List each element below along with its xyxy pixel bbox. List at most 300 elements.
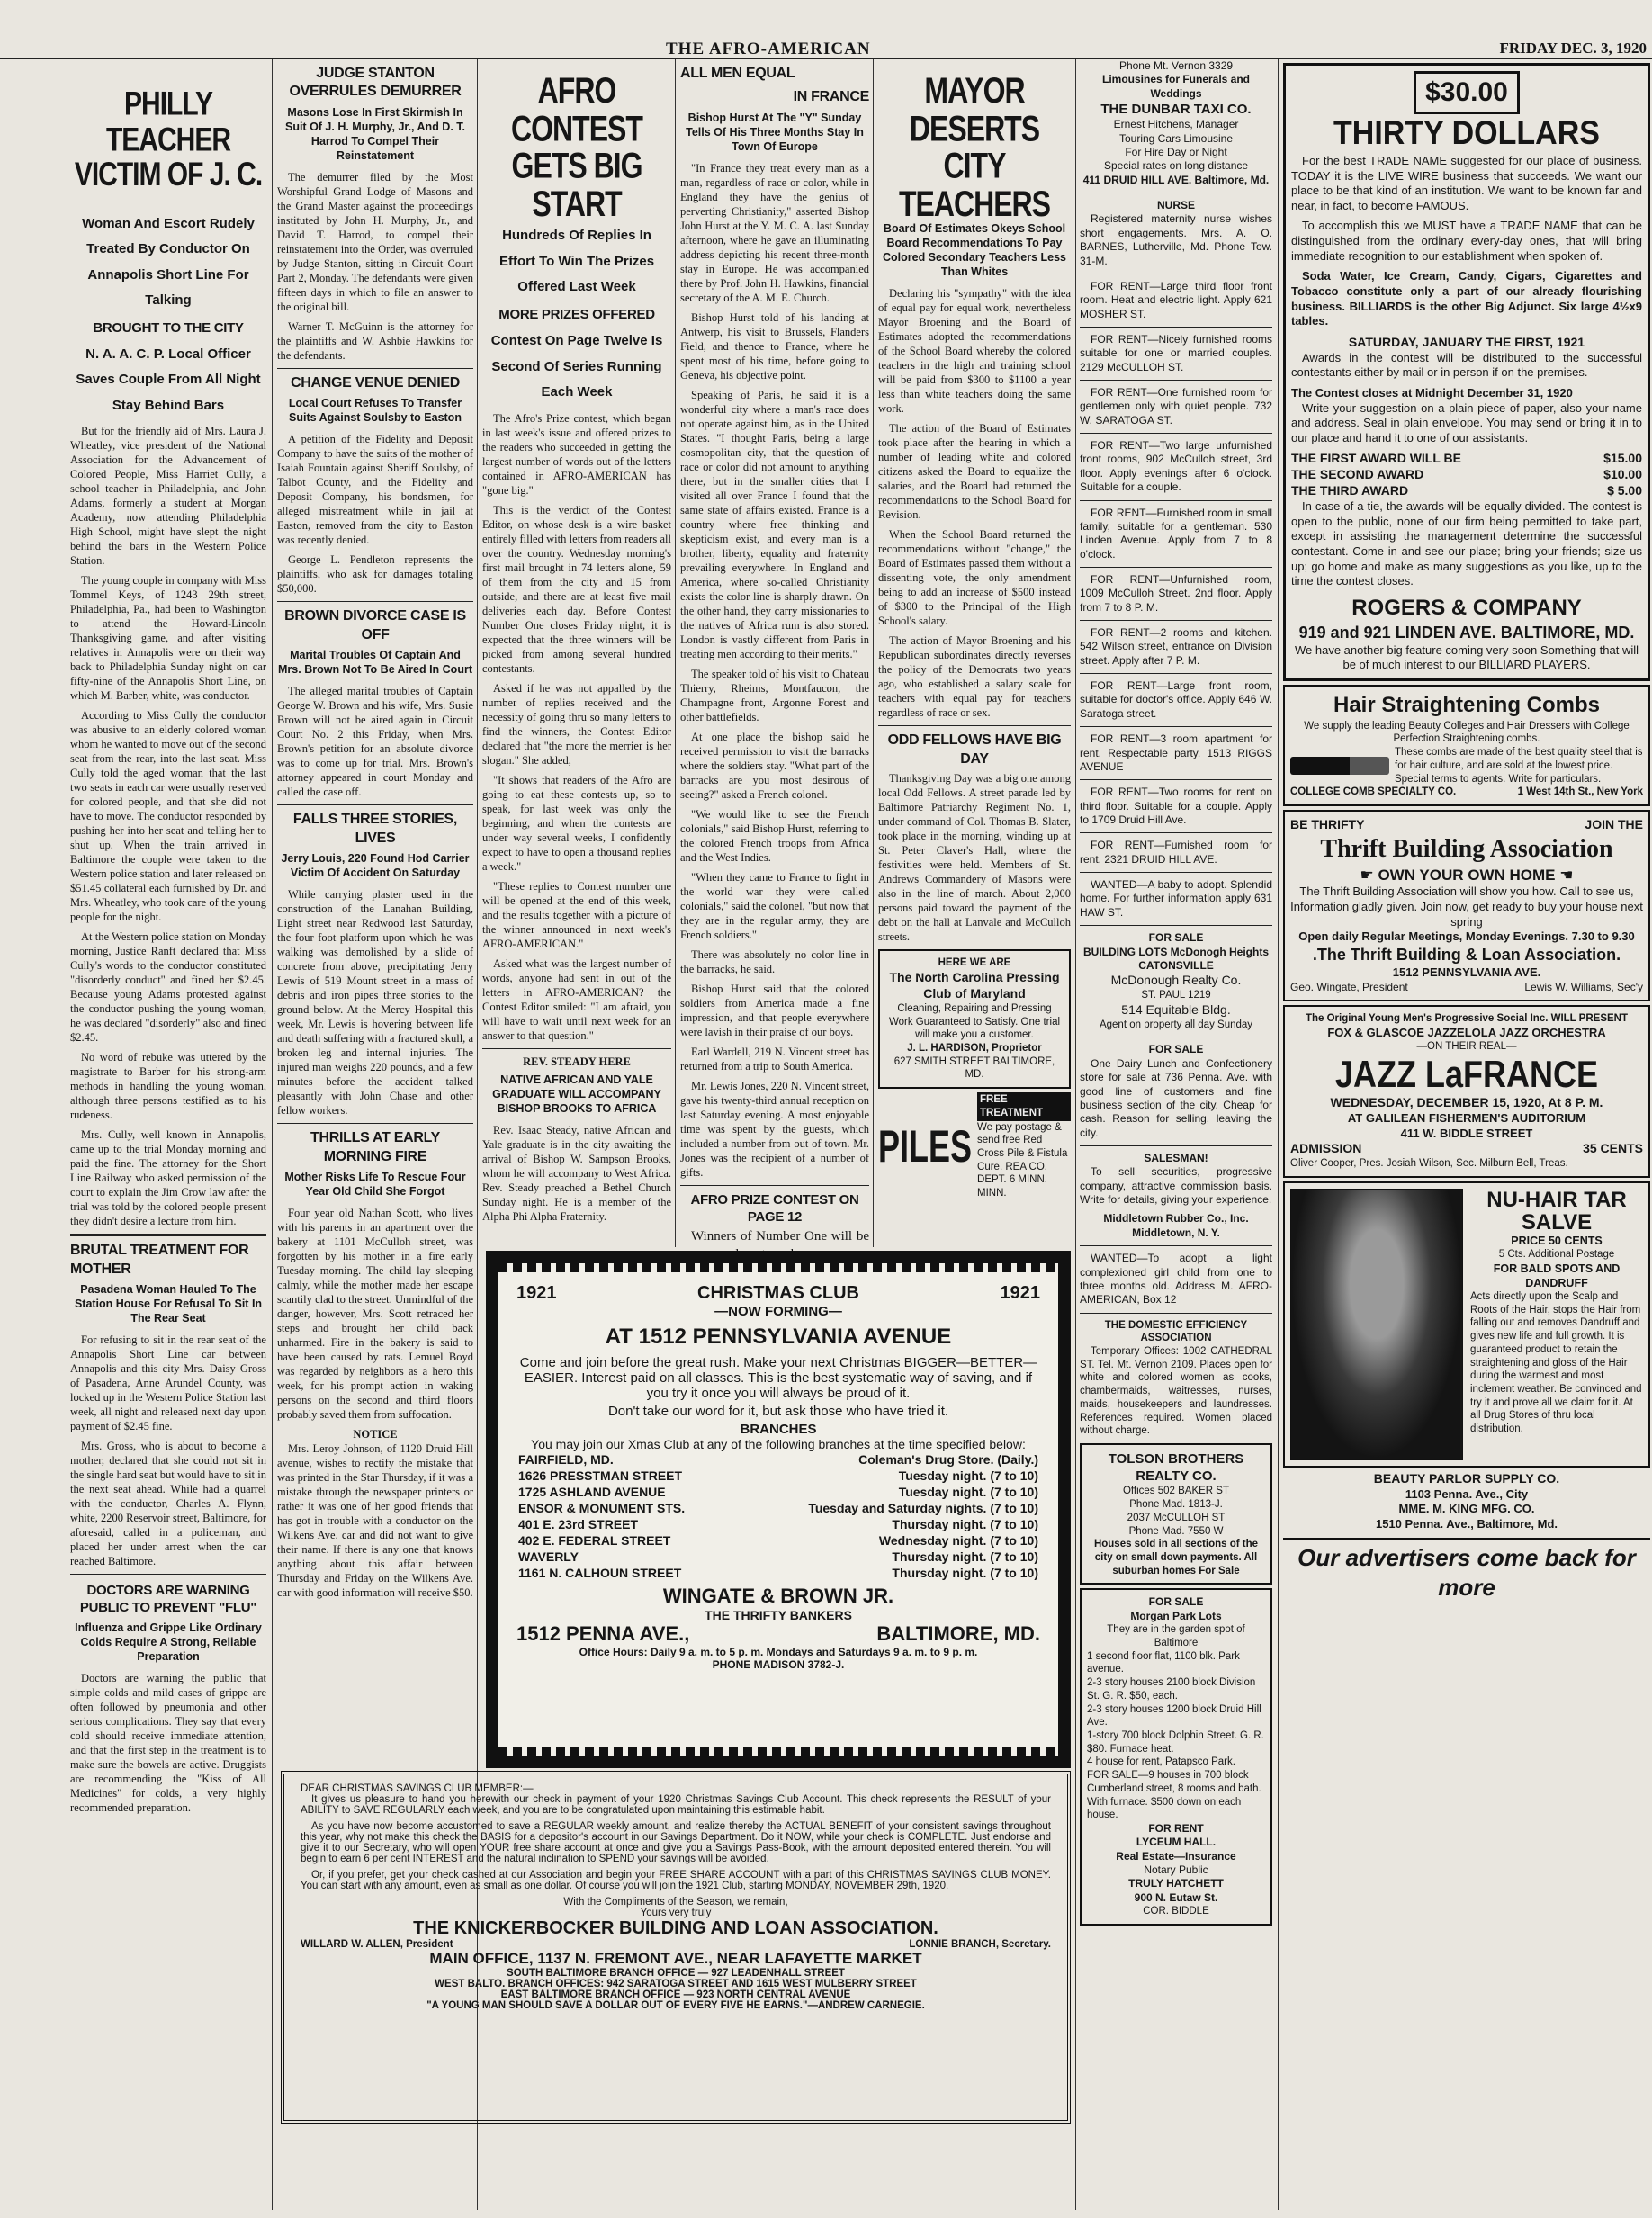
ad-address: 1510 Penna. Ave., Baltimore, Md.	[1375, 1517, 1558, 1531]
border-ornament	[498, 1747, 1058, 1756]
ad-line: These combs are made of the best quality steel that is for hair culture, and are sold at the lowest price. Special terms to agents. Write for particulars.	[1395, 747, 1643, 785]
headline-rev-steady: REV. STEADY HERE	[523, 1055, 631, 1068]
ad-line: JOIN THE	[1585, 816, 1643, 831]
ad-line: FOR RENT	[1148, 1821, 1204, 1835]
ad-company: BEAUTY PARLOR SUPPLY CO.	[1373, 1470, 1560, 1486]
classified: FOR RENT—Two large unfurnished front rooms, 902 McCulloh street, 3rd floor. Apply evenings after 6 o'clock. Suitable for a couple.	[1080, 439, 1272, 494]
comb-icon	[1290, 757, 1389, 775]
paragraph: Rev. Isaac Steady, native African and Yale graduate is in the city awaiting the arrival of Bishop W. Sampson Brooks, whom he will accompany to West Africa. Rev. Steady preached a Bethel Church Sunday night. He is a member of the Alpha Phi Alpha Fraternity.	[482, 1123, 671, 1223]
branch-time: Thursday night. (7 to 10)	[892, 1517, 1038, 1531]
headline-in-france: IN FRANCE	[793, 89, 869, 105]
classified: FOR RENT—Nicely furnished rooms suitable for one or married couples. 2129 McCULLOH ST.	[1080, 332, 1272, 373]
classified: Registered maternity nurse wishes short engagements. Mrs. A. O. BARNES, Lutherville, Md. Phone Tow. 31-M.	[1080, 212, 1272, 267]
branch-time: Tuesday and Saturday nights. (7 to 10)	[808, 1501, 1038, 1515]
masthead-title: THE AFRO-AMERICAN	[666, 40, 871, 58]
paragraph: The action of the Board of Estimates took place after the hearing in which a number of leading white and colored citizens asked the Board to equalize the salaries, and the Board had returned the recommendations to the School Board for Revision.	[878, 422, 1071, 522]
ad-heading: NU-HAIR TAR SALVE	[1486, 1187, 1627, 1235]
award-value: $ 5.00	[1607, 483, 1642, 498]
subhead: Mother Risks Life To Rescue Four Year Old Child She Forgot	[284, 1171, 466, 1199]
award-value: $10.00	[1603, 467, 1642, 482]
classified: FOR RENT—Large third floor front room. Heat and electric light. Apply 621 MOSHER ST.	[1080, 279, 1272, 320]
paragraph: But for the friendly aid of Mrs. Laura J. Wheatley, vice president of the National Association for the Advancement of Colored People, Miss Harriet Cully, a school teacher in Philadelphia, and John Adams, formerly a student at Morgan Academy, now attending Philadelphia High School, might have slept the night behind the bars in the Western Police Station.	[70, 425, 266, 568]
paragraph: Don't take our word for it, but ask those who have tried it.	[607, 1404, 949, 1419]
paragraph: For the best TRADE NAME suggested for our place of business. TODAY it is the LIVE WIRE business that succeeds. We want our place to be that kind of an institution. We want to be known far and near, in fact, to become FAMOUS.	[1291, 153, 1642, 212]
divider	[277, 804, 473, 805]
classified: FOR RENT—Furnished room for rent. 2321 DRUID HILL AVE.	[1080, 839, 1272, 866]
building-lots-ad	[1080, 931, 1272, 1031]
paragraph: George L. Pendleton represents the plaintiffs, who ask for damages totaling $50,000.	[277, 553, 473, 596]
column-4	[680, 59, 869, 1247]
subhead: Local Court Refuses To Transfer Suits Against Soulsby to Easton	[288, 397, 462, 425]
subhead: BROUGHT TO THE CITY	[93, 319, 244, 336]
thrift-association-ad	[1283, 810, 1650, 1001]
paragraph: To accomplish this we MUST have a TRADE NAME that can be distinguished from the ordinary every-day ones, that will bring immediate recognition to our establishment when spoken of.	[1291, 219, 1642, 263]
classified: To sell securities, progressive company, attractive commission basis. Write for details, giving your experience.	[1080, 1165, 1272, 1207]
branch-office: EAST BALTIMORE BRANCH OFFICE — 923 NORTH CENTRAL AVENUE	[500, 1989, 851, 2000]
classified: One Dairy Lunch and Confectionery store for sale at 736 Penna. Ave. with good line of customers and fine business section of the city. Cheap for cash. Reason for selling, leaving the city.	[1080, 1056, 1272, 1139]
ad-line: Houses sold in all sections of the city on small down payments. All suburban homes For Sale	[1093, 1539, 1259, 1576]
ad-line: Notary Public	[1144, 1863, 1208, 1877]
bank-address: 1512 PENNA AVE.,	[516, 1622, 690, 1645]
ad-line: 35 CENTS	[1583, 1141, 1643, 1156]
taxi-phone: Phone Mt. Vernon 3329	[1118, 59, 1234, 72]
ad-line: TRULY HATCHETT	[1128, 1877, 1224, 1890]
paragraph: Or, if you prefer, get your check cashed at our Association and begin your FREE SHARE ACCOUNT with a part of this CHRISTMAS SAVINGS CLUB MONEY. You can start with any amount, even as small as one dollar. Of course you will join the 1921 Club, starting MONDAY, NOVEMBER 29th, 1920.	[301, 1870, 1051, 1891]
classified: Temporary Offices: 1002 CATHEDRAL ST. Tel. Mt. Vernon 2109. Places open for white and colored women as cooks, chambermaids, waitresses, nurses, maids, housekeepers and laundresses. References required. Women placed without charge.	[1080, 1346, 1272, 1437]
divider	[1080, 872, 1272, 873]
divider	[277, 368, 473, 369]
paragraph: The action of Mayor Broening and his Republican subordinates directly reverses the policy of the Democrats two years ago, who established a salary scale for teachers with equal pay for teachers regardless of race or sex.	[878, 634, 1071, 720]
paragraph: "When they came to France to fight in the world war they were called colonials," said the colonel, "but now that they are in the regular army, they are French soldiers."	[680, 870, 869, 941]
branches-table	[516, 1451, 1040, 1581]
rogers-company: ROGERS & COMPANY	[1351, 595, 1582, 620]
ad-line: Phone Mad. 7550 W	[1128, 1525, 1224, 1537]
divider	[1080, 433, 1272, 434]
taxi-address: 411 DRUID HILL AVE. Baltimore, Md.	[1082, 173, 1270, 186]
ad-line: FOX & GLASCOE JAZZELOLA JAZZ ORCHESTRA	[1327, 1025, 1606, 1039]
ad-heading: Hair Straightening Combs	[1333, 692, 1601, 717]
ad-company: Middletown Rubber Co., Inc. Middletown, N. Y.	[1103, 1212, 1249, 1239]
ad-line: Phone Mad. 1813-J.	[1129, 1499, 1223, 1511]
ad-line: 4 house for rent, Patapsco Park.	[1087, 1756, 1235, 1768]
ad-heading: Morgan Park Lots	[1130, 1609, 1222, 1622]
award-value: $15.00	[1603, 451, 1642, 466]
subhead: NATIVE AFRICAN AND YALE GRADUATE WILL ACCOMPANY BISHOP BROOKS TO AFRICA	[492, 1073, 661, 1115]
headline-odd-fellows: ODD FELLOWS HAVE BIG DAY	[887, 732, 1062, 767]
paragraph: The demurrer filed by the Most Worshipful Grand Lodge of Masons and the Grand Master against the proceedings instituted by John H. Murphy, Jr., and David T. Harrod, to compel their reinstatement into the Order, was overruled by Judge Stanton, sitting in Circuit Court Part 2, Monday. The defendants were given fifteen days in which to file an answer to the original bill.	[277, 170, 473, 313]
main-office: MAIN OFFICE, 1137 N. FREMONT AVE., NEAR LAFAYETTE MARKET	[429, 1950, 922, 1967]
table-row	[516, 1500, 1040, 1516]
subhead: MORE PRIZES OFFERED	[498, 306, 655, 322]
column-rule	[675, 59, 676, 1247]
ad-proprietor: J. L. HARDISON, Proprietor	[907, 1043, 1042, 1054]
taxi-heading: Limousines for Funerals and Weddings	[1101, 73, 1251, 100]
table-row	[516, 1565, 1040, 1581]
paragraph: "These replies to Contest number one will be opened at the end of this week, and the results together with a picture of the winner announced in next week's AFRO-AMERICAN."	[482, 879, 671, 950]
ad-address: 627 SMITH STREET BALTIMORE, MD.	[893, 1055, 1055, 1081]
morgan-park-ad	[1080, 1588, 1272, 1925]
headline-doctors: DOCTORS ARE WARNING PUBLIC TO PREVENT "FLU"	[79, 1583, 257, 1616]
branch-place: 1725 ASHLAND AVENUE	[518, 1485, 666, 1499]
branch-place: ENSOR & MONUMENT STS.	[518, 1501, 686, 1515]
deck: Contest On Page Twelve Is Second Of Series Running Each Week	[490, 333, 663, 400]
taxi-line: Special rates on long distance	[1103, 159, 1249, 173]
pressing-club-ad	[878, 949, 1071, 1089]
branch-time: Thursday night. (7 to 10)	[892, 1549, 1038, 1564]
divider	[1080, 327, 1272, 328]
table-row	[516, 1516, 1040, 1532]
divider	[680, 1185, 869, 1186]
classified: FOR RENT—Large front room, suitable for doctor's office. Apply 646 W. Saratoga street.	[1080, 679, 1272, 720]
taxi-line: Touring Cars Limousine	[1118, 131, 1234, 145]
classified: WANTED—To adopt a light complexioned girl child from one to three months old. Address M. AFRO-AMERICAN, Box 12	[1080, 1252, 1272, 1307]
bank-city: BALTIMORE, MD.	[876, 1622, 1040, 1645]
branch-office: WEST BALTO. BRANCH OFFICES: 942 SARATOGA STREET AND 1615 WEST MULBERRY STREET	[435, 1979, 917, 1989]
closing: Yours very truly	[640, 1908, 712, 1918]
ad-line: 1 second floor flat, 1100 blk. Park avenue.	[1087, 1650, 1240, 1675]
paragraph: Mrs. Cully, well known in Annapolis, came up to the trial Monday morning and paid the fine. The attorney for the Short Line Railway who asked permission of the court to explain the Jim Crow law after the trial was told by the colored people present they didn't desire a lecture from him.	[70, 1128, 266, 1228]
paragraph: You may join our Xmas Club at any of the following branches at the time specified below:	[531, 1437, 1026, 1451]
paragraph: Soda Water, Ice Cream, Candy, Cigars, Cigarettes and Tobacco constitute only a part of our already flourishing business. BILLIARDS is the other Big Adjunct. Six large 4½x9 tables.	[1291, 269, 1642, 328]
thirty-dollars-heading: THIRTY DOLLARS	[1333, 114, 1600, 153]
salutation: DEAR CHRISTMAS SAVINGS CLUB MEMBER:—	[301, 1783, 534, 1794]
classified: FOR RENT—Unfurnished room, 1009 McCulloh Street. 2nd floor. Apply from 7 to 8 P. M.	[1080, 572, 1272, 614]
branch-time: Thursday night. (7 to 10)	[892, 1566, 1038, 1580]
divider	[1080, 779, 1272, 780]
ad-line: 900 N. Eutaw St.	[1134, 1890, 1218, 1904]
ad-line: The Original Young Men's Progressive Social Inc. WILL PRESENT	[1305, 1012, 1629, 1024]
woman-portrait-image	[1290, 1189, 1463, 1460]
now-forming: —NOW FORMING—	[714, 1304, 842, 1319]
headline-all-men-equal: ALL MEN EQUAL	[680, 66, 795, 81]
office-hours: Office Hours: Daily 9 a. m. to 5 p. m. Mondays and Saturdays 9 a. m. to 9 p. m.	[579, 1646, 978, 1658]
paragraph: Come and join before the great rush. Make your next Christmas BIGGER—BETTER—EASIER. Interest paid on all classes. This is the best systematic way of saving, and if you try it once you will always be proud of it.	[519, 1355, 1037, 1401]
paragraph: At the Western police station on Monday morning, Justice Ranft declared that Miss Cully's words to the conductor constituted "disorderly conduct" and fined her $2.45. Because young Adams protested against the conductor pushing the young woman, he was declared "disorderly" also and fined $2.45.	[70, 930, 266, 1045]
ad-heading: JAZZ LaFRANCE	[1334, 1052, 1598, 1095]
branch-time: Coleman's Drug Store. (Daily.)	[858, 1452, 1038, 1467]
page-footer-slogan: Our advertisers come back for more	[1283, 1538, 1650, 1603]
paragraph: When the School Board returned the recommendations without "change," the Board of Estimates passed them without a dissenting vote, the only amendment being to add an increase of $500 instead of $300 to the Principal of the High School's salary.	[878, 528, 1071, 628]
column-rule	[1278, 59, 1279, 2210]
subhead: Jerry Louis, 220 Found Hod Carrier Victim Of Accident On Saturday	[281, 852, 470, 880]
ad-line: BE THRIFTY	[1290, 816, 1365, 831]
ad-body: Cleaning, Repairing and Pressing Work Guaranteed to Satisfy. One trial will make you a customer.	[888, 1002, 1061, 1041]
ad-line: 2037 McCULLOH ST	[1127, 1512, 1226, 1523]
paragraph: No word of rebuke was uttered by the magistrate to Barber for his strong-arm methods in handling the young woman, although three persons testified as to his rudeness.	[70, 1051, 266, 1122]
ad-line: LYCEUM HALL.	[1136, 1836, 1217, 1849]
taxi-line: For Hire Day or Night	[1125, 145, 1227, 158]
branch-time: Tuesday night. (7 to 10)	[898, 1485, 1038, 1499]
ad-line: PRICE 50 CENTS	[1511, 1235, 1603, 1248]
classified: FOR RENT—One furnished room for gentlemen only with quiet people. 732 W. SARATOGA ST.	[1080, 386, 1272, 427]
ad-line: Acts directly upon the Scalp and Roots of the Hair, stops the Hair from falling out and removes Dandruff and gives new life and full growth. It is guaranteed product to retain the straightening and gloss of the Hair during the warmest and most inclement weather. Be convinced and try it and prove all we claim for it. At all Drug Stores of thru local distribution.	[1470, 1290, 1642, 1435]
divider	[1080, 380, 1272, 381]
divider	[70, 1234, 266, 1236]
divider	[1080, 726, 1272, 727]
paragraph: The Afro's Prize contest, which began in last week's issue and offered prizes to the readers who succeeded in getting the largest number of words out of the letters contained in AFRO-AMERICAN has "gone big."	[482, 411, 671, 497]
paragraph: Write your suggestion on a plain piece of paper, also your name and address. Seal in plain envelope. You may send or bring it in to our place and hand it to one of our assistants.	[1291, 400, 1642, 444]
ad-line: They are in the garden spot of Baltimore	[1107, 1624, 1245, 1648]
headline-thrills-fire: THRILLS AT EARLY MORNING FIRE	[310, 1130, 440, 1164]
divider	[1080, 925, 1272, 926]
notice-heading: NOTICE	[353, 1428, 398, 1441]
association-name: THE KNICKERBOCKER BUILDING AND LOAN ASSOCIATION.	[413, 1918, 938, 1938]
pointing-hand-icon: ☛	[1360, 866, 1378, 884]
ad-line: We supply the leading Beauty Colleges and Hair Dressers with College Perfection Straightening combs.	[1304, 720, 1630, 745]
piles-heading: FREE TREATMENT	[977, 1092, 1071, 1120]
classified: FOR RENT—Two rooms for rent on third floor. Suitable for a couple. Apply to 1709 Druid Hill Ave.	[1080, 786, 1272, 826]
paragraph: As you have now become accustomed to save a REGULAR weekly amount, and realize thereby the ACTUAL BENEFIT of your consistent savings throughout this year, why not make this check the BASIS for a depositor's account in our Savings Department. Do it NOW, while your check is COMPLETE. Just endorse and give it to our Secretary, who will open YOUR free share account at once and give you a Savings Pass-Book, with the amount deposited entered therein. You will begin to earn 6 per cent INTEREST and the natural inclination to SPEND your savings will be avoided.	[301, 1821, 1051, 1864]
subhead: Masons Lose In First Skirmish In Suit Of J. H. Murphy, Jr., And D. T. Harrod To Compel Their Reinstatement	[284, 105, 465, 162]
column-rule	[873, 59, 874, 1247]
year-label: 1921	[516, 1283, 557, 1303]
subhead: Pasadena Woman Hauled To The Station House For Refusal To Sit In The Rear Seat	[74, 1283, 263, 1325]
table-row	[516, 1468, 1040, 1484]
paragraph: In case of a tie, the awards will be equally divided. The contest is open to the public, none of our firm being permitted to take part, except in assisting the management determine the successful contestant. Come in and see our place; bring your friends; size us up; go home and make as many suggestions as you like, up to the time the contest closes.	[1291, 499, 1642, 588]
ad-heading: FOR SALE	[1148, 1595, 1204, 1609]
nurse-heading: NURSE	[1156, 199, 1195, 212]
border-ornament	[498, 1263, 1058, 1272]
ad-line: FOR SALE—9 houses in 700 block Cumberland street, 8 rooms and bath. With furnace. $500 down on each house.	[1087, 1770, 1261, 1821]
club-title: CHRISTMAS CLUB	[697, 1283, 859, 1303]
classified: WANTED—A baby to adopt. Splendid home. For further information apply 631 HAW ST.	[1080, 878, 1272, 919]
club-address: AT 1512 PENNSYLVANIA AVENUE	[605, 1325, 952, 1349]
divider	[1080, 832, 1272, 833]
piles-word: PILES	[878, 1119, 973, 1172]
column-3	[482, 59, 671, 1247]
table-row	[516, 1532, 1040, 1549]
paragraph: Thanksgiving Day was a big one among local Odd Fellows. A street parade led by Baltimore Patriarchy Regiment No. 1, under command of Col. Thomas B. Slater, took place in the morning, winding up at St. Peter Claver's Hall, where the festivities were held. Members of St. Andrews Commandery of Masons were also in the line of march. About 2,000 persons paid toward the payment of the debt on the hall at Lanvale and McCulloh streets.	[878, 772, 1071, 944]
ad-company: MME. M. KING MFG. CO.	[1398, 1502, 1535, 1516]
headline-philly-teacher: PHILLY TEACHER VICTIM OF J. C.	[74, 85, 263, 193]
ad-line: Offices 502 BAKER ST	[1122, 1486, 1230, 1497]
paragraph: Winners of Number One will be	[691, 1229, 869, 1244]
divider	[878, 725, 1071, 726]
ad-heading: FOR SALE	[1148, 931, 1204, 945]
jazz-lafrance-ad	[1283, 1005, 1650, 1178]
taxi-company: THE DUNBAR TAXI CO.	[1100, 102, 1252, 118]
subhead: Marital Troubles Of Captain And Mrs. Brown Not To Be Aired In Court	[278, 649, 472, 677]
table-row	[516, 1549, 1040, 1565]
deck: Woman And Escort Rudely Treated By Conductor On Annapolis Short Line For Talking	[82, 215, 255, 308]
classified: FOR RENT—3 room apartment for rent. Respectable party. 1513 RIGGS AVENUE	[1080, 732, 1272, 773]
paragraph: Four year old Nathan Scott, who lives with his parents in an apartment over the bakery at 1101 McCulloh street, was forgotten by his mother in a fire early Tuesday morning. The child lay sleeping calmly, while the mother made her escape scantily clad to the street. Unmindful of the danger, however, Mrs. Scott retraced her steps and brought her child back unharmed. Fire in the bakery is said to have been caused by rats. Lemuel Boyd was regarded by neighbors as a hero this week, for his prompt action in waking persons on the second and third floors probably saved them from suffocation.	[277, 1207, 473, 1422]
paragraph: It gives us pleasure to hand you herewith our check in payment of your 1920 Christmas Savings Club Account. This check represents the RESULT of your ABILITY to SAVE REGULARLY each week, and you are to be congratulated upon maintaining this estimable habit.	[301, 1794, 1051, 1816]
ad-line: ADMISSION	[1290, 1141, 1362, 1156]
paragraph: Mrs. Leroy Johnson, of 1120 Druid Hill avenue, wishes to rectify the mistake that was printed in the Star Thursday, if it was a mistake through the newspaper printers or rather it was one of her good friends that has got in trouble with a conductor on the Wilkens Ave. car and did not want to give their name. If there is any one that knows anything about this affair between Thursday and Friday on the Wilkens Ave. car with good information will receive $50.	[277, 1442, 473, 1600]
ad-company: COLLEGE COMB SPECIALTY CO.	[1290, 786, 1457, 798]
ad-line: AT GALILEAN FISHERMEN'S AUDITORIUM	[1347, 1110, 1586, 1125]
divider	[277, 601, 473, 602]
ad-line: McDonough Realty Co.	[1110, 973, 1242, 988]
headline-prize-contest: AFRO PRIZE CONTEST ON PAGE 12	[690, 1191, 859, 1226]
divider	[1080, 1145, 1272, 1146]
table-row	[516, 1484, 1040, 1500]
branch-place: FAIRFIELD, MD.	[518, 1452, 614, 1467]
ad-officer: Geo. Wingate, President	[1290, 980, 1408, 993]
ad-line: 1-story 700 block Dolphin Street. G. R. $80. Furnace heat.	[1087, 1729, 1264, 1755]
paragraph: The alleged marital troubles of Captain George W. Brown and his wife, Mrs. Susie Brown will not be aired again in Circuit Court No. 2 this Friday, when Mrs. Brown's petition for an absolute divorce was to come up for trial. Mrs. Brown's attorney appeared in court Monday and called the case off.	[277, 685, 473, 799]
paragraph: The speaker told of his visit to Chateau Thierry, Rheims, Montfaucon, the Champagne front, Argonne Forest and other battlefields.	[680, 667, 869, 723]
ad-heading: FOR SALE	[1148, 1043, 1204, 1056]
paragraph: "It shows that readers of the Afro are going to eat these contests up, so to speak, for last week was only the beginning, and when the contests are under way several weeks, I confidently expect to have to open a thousand replies a week."	[482, 773, 671, 873]
year-label: 1921	[1000, 1283, 1040, 1303]
branches-heading: BRANCHES	[740, 1422, 817, 1437]
divider	[482, 1048, 671, 1049]
ad-heading: SALESMAN!	[1144, 1152, 1208, 1164]
piles-body: We pay postage & send free Red Cross Pile & Fistula Cure. REA CO. DEPT. 6 MINN. MINN.	[977, 1121, 1068, 1199]
contest-closes: The Contest closes at Midnight December 31, 1920	[1291, 385, 1573, 400]
paragraph: Doctors are warning the public that simple colds and mild cases of grippe are often followed by pneumonia and other serious complications. They say that every cold should receive immediate attention, and that the first step in the treatment is to make sure the bowels are active. Druggists are recommending the "Kiss of All Medicines" for colds, a very highly recommended preparation.	[70, 1671, 266, 1814]
paragraph: This is the verdict of the Contest Editor, on whose desk is a wire basket entirely filled with letters from readers all over the country. Wednesday morning's first mail brought in 74 letters alone, 59 of them from the city and 15 from outside, and there are at least five mail deliveries each day. Before Contest Number One closes Friday night, it is expected that the three winners will be picked from among several hundred contestants.	[482, 503, 671, 675]
ad-line: OWN YOUR OWN HOME	[1378, 866, 1556, 884]
rogers-address: 919 and 921 LINDEN AVE. BALTIMORE, MD.	[1298, 623, 1635, 642]
ad-heading: THE DOMESTIC EFFICIENCY ASSOCIATION	[1104, 1319, 1248, 1344]
deck: Hundreds Of Replies In Effort To Win The Prizes Offered Last Week	[498, 228, 655, 295]
ad-line: Real Estate—Insurance	[1116, 1849, 1236, 1863]
ad-officer: Lewis W. Williams, Sec'y	[1524, 980, 1643, 993]
subhead: Board Of Estimates Okeys School Board Recommendations To Pay Colored Secondary Teachers Less Than Whites	[882, 222, 1067, 279]
ad-line: 2-3 story houses 2100 block Division St. G. R. $50, each.	[1087, 1677, 1256, 1702]
classified: FOR RENT—Furnished room in small family, suitable for a gentleman. 530 Linden Avenue. Apply from 7 to 8 o'clock.	[1080, 506, 1272, 561]
ad-line: Open daily Regular Meetings, Monday Evenings. 7.30 to 9.30	[1298, 929, 1635, 944]
ad-company: .The Thrift Building & Loan Association.	[1312, 945, 1621, 964]
paragraph: Speaking of Paris, he said it is a wonderful city where a man's race does not operate against him, as in the United States. "I thought Paris, being a large cosmopolitan city, that the question of race or color did not amount to anything there, but in the smaller cities that I visited all over France I found that the same state of affairs existed. France is a country where free thinking and skepticism exist, and every man is a brother, liberty, equality and fraternity prevailing everywhere. In England and America, where so-called Christianity exists the color line is sharply drawn. On the other hand, they carry missionaries to the natives of Africa rum is also stored. London is vastly different from Paris in treating men according to their merits."	[680, 388, 869, 660]
branch-time: Wednesday night. (7 to 10)	[878, 1533, 1038, 1548]
paragraph: For refusing to sit in the rear seat of the Annapolis Short Line car between Annapolis and this city Mrs. Daisy Gross of Pasadena, Anne Arundel County, was locked up in the Western Police Station last week, all night and released next day upon payment of $2.45 fine.	[70, 1333, 266, 1433]
bankers-name: WINGATE & BROWN JR.	[662, 1585, 894, 1607]
ad-heading: Thrift Building Association	[1320, 834, 1613, 863]
officer: LONNIE BRANCH, Secretary.	[909, 1939, 1051, 1950]
paragraph: Awards in the contest will be distributed to the successful contestants either by mail or in person if on the premises.	[1291, 350, 1642, 380]
masthead	[0, 38, 1652, 59]
ad-line: COR. BIDDLE	[1143, 1906, 1209, 1917]
officer: WILLARD W. ALLEN, President	[301, 1939, 453, 1950]
headline-falls-three-stories: FALLS THREE STORIES, LIVES	[292, 812, 458, 846]
paragraph: "We would like to see the French colonials," said Bishop Hurst, referring to the colored French troops from Africa and the West Indies.	[680, 807, 869, 864]
headline-judge-stanton: JUDGE STANTON OVERRULES DEMURRER	[289, 66, 462, 100]
paragraph: Asked what was the largest number of words, anyone had sent in out of the letters in AFRO-AMERICAN? the Contest Editor smiled: "I am afraid, you will have to wait until next week for an answer to that question."	[482, 956, 671, 1042]
award-label: THE SECOND AWARD	[1291, 467, 1424, 482]
paragraph: At one place the bishop said he received permission to visit the barracks where the soldiers stay. "What part of the barracks are you most desirous of seeing?" asked a French colonel.	[680, 730, 869, 801]
christmas-club-ad	[486, 1251, 1071, 1768]
paragraph: Declaring his "sympathy" with the idea of equal pay for equal work, nevertheless Mayor Broening and the Board of Estimates adopted the recommendations of the School Board whereby the colored teachers in the high and training school will be paid from $300 to $1100 a year less than white teachers doing the same work.	[878, 287, 1071, 416]
divider	[1080, 673, 1272, 674]
ad-address: 1512 PENNSYLVANIA AVE.	[1392, 965, 1541, 979]
divider	[1080, 567, 1272, 568]
divider	[1080, 1245, 1272, 1246]
ad-line: 411 W. BIDDLE STREET	[1400, 1126, 1533, 1140]
ad-line: FOR BALD SPOTS AND DANDRUFF	[1493, 1262, 1621, 1289]
paragraph: Warner T. McGuinn is the attorney for the plaintiffs and W. Ashbie Hawkins for the defendants.	[277, 319, 473, 362]
ad-address: 1103 Penna. Ave., City	[1405, 1486, 1529, 1501]
paragraph: Mr. Lewis Jones, 220 N. Vincent street, gave his twenty-third annual reception on last Saturday evening. A most enjoyable time was spent by the guests, which included a number from out of town. Mr. Jones was the recipient of a number of gifts.	[680, 1079, 869, 1179]
column-5	[878, 59, 1071, 1247]
nu-hair-ad	[1283, 1181, 1650, 1468]
column-6-classifieds	[1080, 59, 1272, 2210]
classified: FOR RENT—2 rooms and kitchen. 542 Wilson street, entrance on Division street. Apply after 7 P. M.	[1080, 626, 1272, 667]
branch-place: 1626 PRESSTMAN STREET	[518, 1468, 683, 1483]
ad-line: 514 Equitable Bldg.	[1121, 1001, 1231, 1017]
branch-place: 402 E. FEDERAL STREET	[518, 1533, 671, 1548]
bankers-tagline: THE THRIFTY BANKERS	[705, 1608, 852, 1622]
paragraph: Asked if he was not appalled by the number of replies received and the necessity of going thru so many letters to find the winners, the Contest Editor declared that "the more the merrier is her slogan." She added,	[482, 681, 671, 767]
ad-line: Agent on property all day Sunday	[1099, 1019, 1253, 1030]
pointing-hand-icon: ☚	[1555, 866, 1574, 884]
branch-place: 1161 N. CALHOUN STREET	[518, 1566, 682, 1580]
divider	[1080, 620, 1272, 621]
paragraph: According to Miss Cully the conductor was abusive to an elderly colored woman whom he wanted to move out of the second seat from the rear, into the last seat. Miss Cully told the aged woman that the last two seats in each car were usually reserved for colored people, and that she did not have to move. The conductor responded by pushing her into her seat and telling her to shut up. When the train arrived in Baltimore the couple were taken to the Western police station and later released on $51.45 collateral each furnished by Dr. and Mrs. Wheatley, who took care of the young people for the night.	[70, 709, 267, 924]
ad-line: WEDNESDAY, DECEMBER 15, 1920, At 8 P. M.	[1330, 1095, 1603, 1110]
paragraph: A petition of the Fidelity and Deposit Company to have the suits of the mother of Isaiah Fountain against Sheriff Soulsby, of Talbot County, and the Fidelity and Deposit Company, his bondsmen, for alleged mistreatment while in jail at Easton, removed from the city to Easton was recently denied.	[277, 433, 473, 547]
award-label: THE FIRST AWARD WILL BE	[1291, 451, 1461, 466]
divider	[70, 1574, 266, 1576]
ad-line: The Thrift Building Association will show you how. Call to see us, Information gladly given. Join now, get ready to buy your house next spring	[1290, 885, 1643, 929]
rogers-note: We have another big feature coming very soon Something that will be of much interest to our BILLIARD PLAYERS.	[1294, 642, 1639, 672]
divider	[1080, 500, 1272, 501]
subhead: Influenza and Grippe Like Ordinary Colds Require A Strong, Reliable Preparation	[75, 1621, 262, 1663]
paragraph: The young couple in company with Miss Tommel Keys, of 1243 29th street, Philadelphia, Pa., had been to Washington to attend the Howard-Lincoln Thanksgiving game, and after visiting relatives in Annapolis were on their way back to Philadelphia Sunday night on car fifty-nine of the Annapolis Short Line, on which M. Barber, white, was conductor.	[70, 574, 266, 703]
ad-heading: HERE WE ARE	[938, 957, 1011, 969]
divider	[1080, 1313, 1272, 1314]
bank-phone: PHONE MADISON 3782-J.	[712, 1658, 845, 1671]
paragraph: "In France they treat every man as a man, regardless of race or color, while in England they have the genius of perverting Christianity," asserted Bishop John Hurst at the Y. M. C. A. last Sunday afternoon, where he gave an illuminating address depicting his recent three-month stay in Europe. He was accompanied there by Prof. John H. Hawkins, financial secretary of the A. M. E. Church.	[680, 161, 869, 304]
paragraph: While carrying plaster used in the construction of the Lanahan Building, Light street near Redwood last Saturday, the four foot platform upon which he was walking was demolished by a slide of concrete from above, precipitating Jerry Lewis of 519 Mount street in a mass of debris and iron pipes three stories to the ground below. At the Mercy Hospital this week, Mr. Lewis is hovering between life and death suffering with a fractured skull, a broken leg and internal injuries. The injured man weighs 220 pounds, and a few minutes before the accident talked pleasantly with John Chase and other fellow workers.	[277, 888, 473, 1118]
taxi-manager: Ernest Hitchens, Manager	[1113, 118, 1239, 131]
ad-line: 5 Cts. Additional Postage	[1498, 1249, 1615, 1261]
hair-combs-ad	[1283, 685, 1650, 806]
deck: N. A. A. C. P. Local Officer Saves Couple From All Night Stay Behind Bars	[76, 346, 261, 413]
prize-amount: $30.00	[1414, 71, 1520, 114]
tolson-ad	[1080, 1443, 1272, 1585]
column-rule	[1075, 59, 1076, 2210]
ad-line: BUILDING LOTS McDonogh Heights CATONSVILLE	[1083, 945, 1269, 972]
branch-time: Tuesday night. (7 to 10)	[898, 1468, 1038, 1483]
piles-ad	[878, 1092, 1071, 1200]
headline-brown-divorce: BROWN DIVORCE CASE IS OFF	[284, 608, 466, 642]
masthead-date: FRIDAY DEC. 3, 1920	[1499, 40, 1647, 57]
award-label: THE THIRD AWARD	[1291, 483, 1409, 498]
ad-address: 1 West 14th St., New York	[1517, 786, 1643, 798]
headline-brutal-treatment: BRUTAL TREATMENT FOR MOTHER	[70, 1243, 249, 1277]
taxi-ad	[1080, 59, 1272, 187]
paragraph: Earl Wardell, 219 N. Vincent street has returned from a trip to South America.	[680, 1045, 869, 1073]
column-rule	[272, 59, 273, 2210]
headline-mayor-deserts: MAYOR DESERTS CITY TEACHERS	[898, 69, 1050, 224]
divider	[277, 1123, 473, 1124]
ad-line: Oliver Cooper, Pres. Josiah Wilson, Sec. Milburn Bell, Treas.	[1290, 1158, 1568, 1170]
paragraph: Mrs. Gross, who is about to become a mother, declared that she could not sit in the single hard seat but would have to sit in the next seat ahead. While had a quarrel with the conductor, Charles A. Flynn, white, 2200 Reservoir street, Baltimore, for aforesaid, called in a policeman, and placed her under arrest when the car reached Baltimore.	[70, 1440, 266, 1568]
paragraph: Bishop Hurst told of his landing at Antwerp, his visit to Brussels, Flanders Field, and thence to France, where he spent most of his time, before going to Geneva, his objective point.	[680, 310, 869, 382]
headline-afro-contest: AFRO CONTEST GETS BIG START	[511, 69, 642, 224]
headline-change-venue: CHANGE VENUE DENIED	[290, 374, 461, 391]
branch-office: SOUTH BALTIMORE BRANCH OFFICE — 927 LEADENHALL STREET	[507, 1968, 845, 1979]
thirty-dollars-ad	[1283, 63, 1650, 681]
knickerbocker-ad	[281, 1771, 1071, 2124]
paragraph: There was absolutely no color line in the barracks, he said.	[680, 947, 869, 975]
closing: With the Compliments of the Season, we remain,	[563, 1897, 788, 1908]
column-1	[70, 59, 266, 2210]
branch-place: WAVERLY	[518, 1549, 579, 1564]
column-2	[277, 59, 473, 1769]
carnegie-quote: "A YOUNG MAN SHOULD SAVE A DOLLAR OUT OF EVERY FIVE HE EARNS."—ANDREW CARNEGIE.	[426, 2000, 925, 2011]
branch-place: 401 E. 23rd STREET	[518, 1517, 639, 1531]
ad-heading: TOLSON BROTHERS REALTY CO.	[1108, 1451, 1244, 1485]
contest-date: SATURDAY, JANUARY THE FIRST, 1921	[1348, 334, 1585, 349]
ad-line: ST. PAUL 1219	[1141, 990, 1211, 1001]
ad-name: The North Carolina Pressing Club of Maryland	[889, 970, 1060, 1001]
ad-line: —ON THEIR REAL—	[1416, 1041, 1517, 1053]
